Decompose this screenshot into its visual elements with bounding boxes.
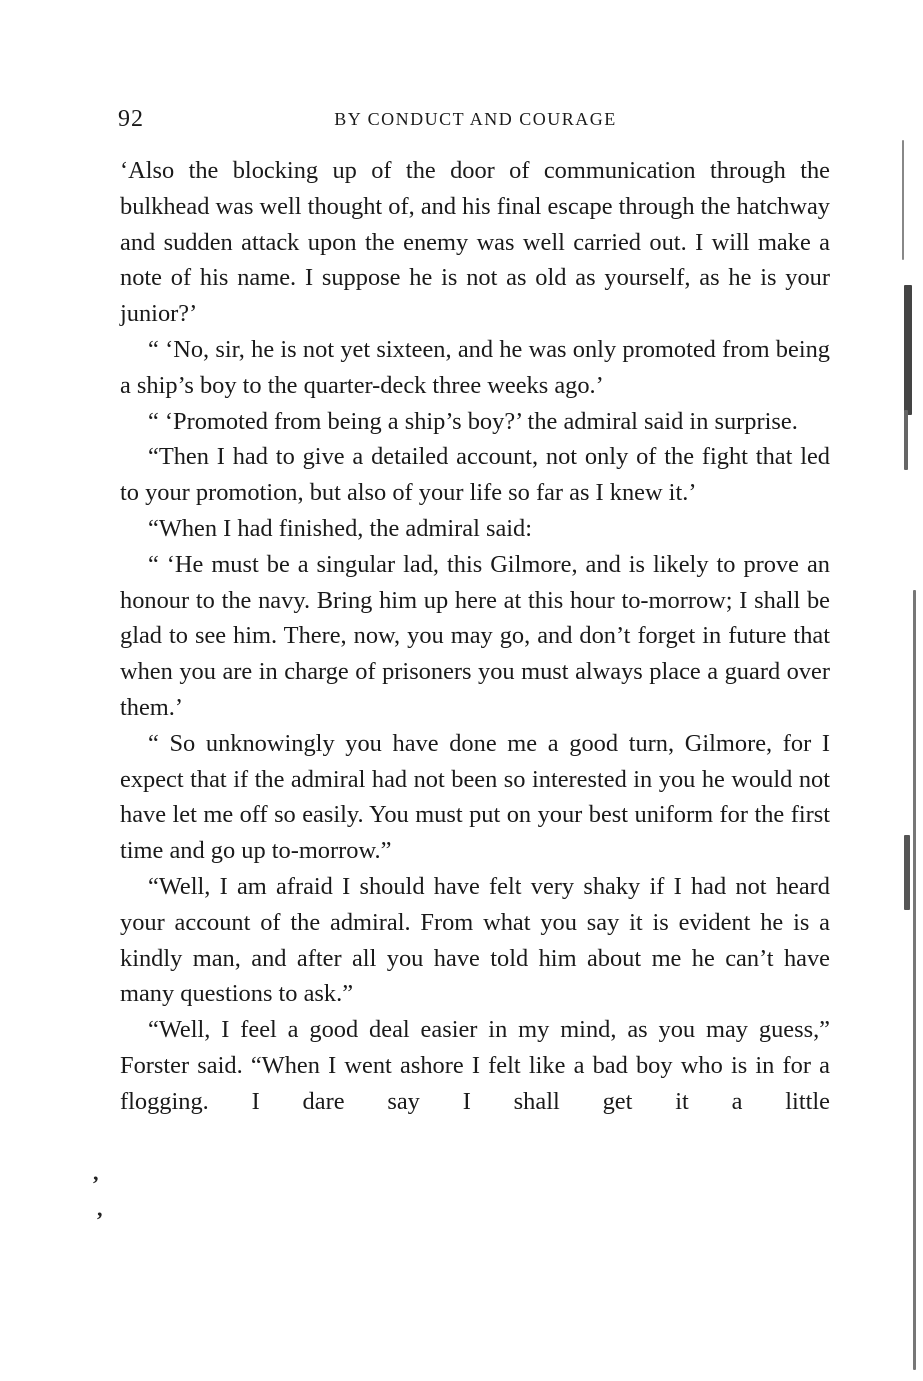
scan-edge-artifact — [902, 140, 904, 260]
body-text — [120, 153, 830, 1120]
scan-edge-artifact — [904, 410, 908, 470]
paragraph: “ So unknowingly you have done me a good turn, Gilmore, for I expect that if the admiral had not been so interested in you he would not have let me off so easily. You must put on your best uniform for the first time and go up to-morrow.” — [120, 729, 830, 865]
paragraph: “Well, I am afraid I should have felt very shaky if I had not heard your account of the admiral. From what you say it is evident he is a kindly man, and after all you have told him about me he can’t have many questions to ask.” — [120, 872, 830, 1008]
scan-edge-artifact — [913, 590, 916, 1370]
scan-edge-artifact — [904, 285, 912, 415]
page-number: 92 — [118, 106, 144, 132]
running-head — [118, 106, 833, 136]
paragraph: “ ‘He must be a singular lad, this Gilmore, and is likely to prove an honour to the navy. Bring him up here at this hour to-morrow; I shall be glad to see him. There, now, you may go, and don’t forget in future that when you are in charge of prisoners you must always place a guard over them.’ — [120, 550, 830, 721]
paragraph: “ ‘Promoted from being a ship’s boy?’ the admiral said in surprise. — [148, 407, 798, 435]
paragraph: “ ‘No, sir, he is not yet sixteen, and he was only promoted from being a ship’s boy to the quarter-deck three weeks ago.’ — [120, 335, 830, 399]
paragraph: ‘Also the blocking up of the door of communication through the bulkhead was well thought of, and his final escape through the hatchway and sudden attack upon the enemy was well carried out. I will make a note of his name. I suppose he is not as old as yourself, as he is your junior?’ — [120, 157, 830, 328]
paragraph: “When I had finished, the admiral said: — [148, 514, 533, 542]
paragraph: “Well, I feel a good deal easier in my mind, as you may guess,” Forster said. “When I went ashore I felt like a bad boy who is in for a flogging. I dare say I shall get it a little — [120, 1016, 830, 1115]
margin-mark: , — [93, 1160, 99, 1185]
scan-edge-artifact — [904, 835, 910, 910]
paragraph: “Then I had to give a detailed account, not only of the fight that led to your promotion, but also of your life so far as I knew it.’ — [120, 443, 830, 507]
margin-mark: , — [97, 1196, 103, 1221]
book-title: BY CONDUCT AND COURAGE — [334, 109, 617, 129]
